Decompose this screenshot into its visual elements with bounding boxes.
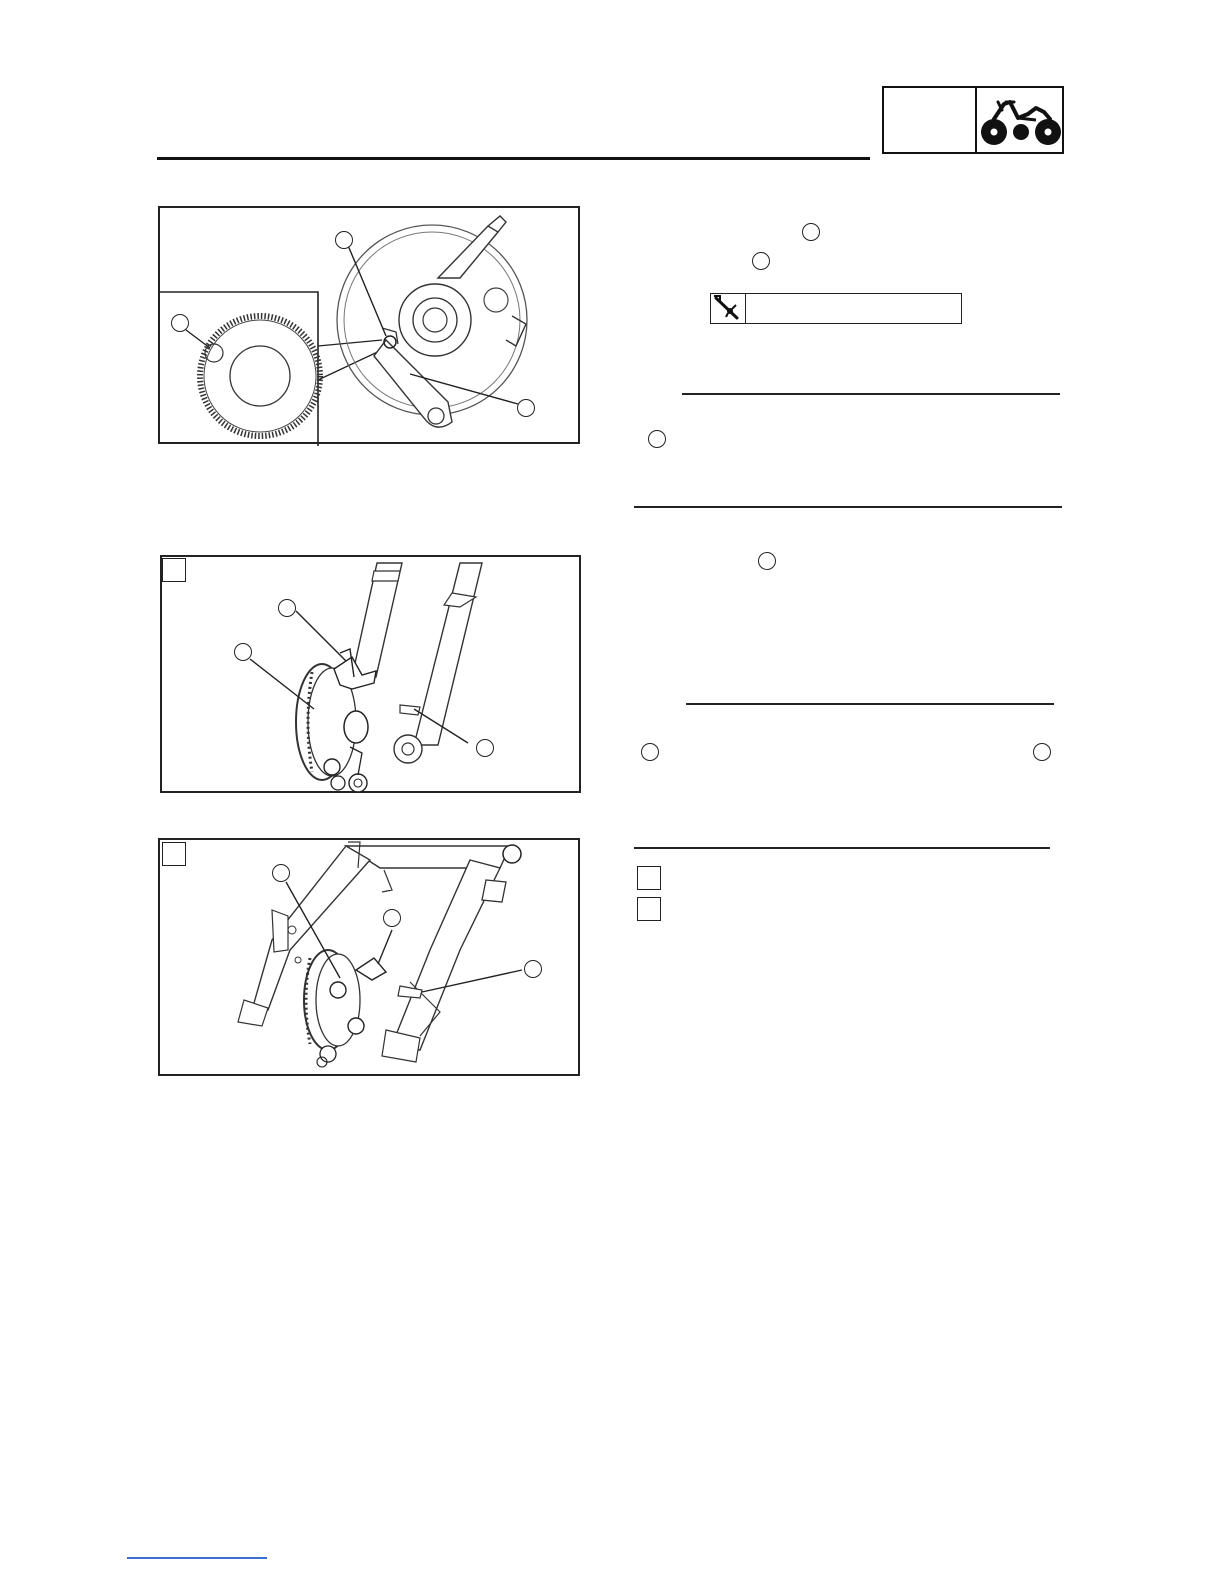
note-1-callout: [648, 430, 666, 448]
callout-3: [517, 399, 535, 417]
section-tab-divider: [975, 86, 977, 154]
variant-marker-a: [162, 558, 186, 582]
note-1-top-rule: [682, 393, 1060, 395]
figure-swingarm: [158, 838, 580, 1076]
torque-wrench-icon: [710, 293, 746, 324]
note-2-top-rule: [686, 703, 1054, 705]
step-callout-1: [802, 223, 820, 241]
callout-2: [234, 643, 252, 661]
callout-2: [383, 909, 401, 927]
note-2-callout-left: [641, 743, 659, 761]
step-callout-2: [752, 252, 770, 270]
note-2-bottom-rule: [634, 847, 1050, 849]
callout-3: [476, 739, 494, 757]
callout-1: [278, 599, 296, 617]
variant-marker-b: [162, 842, 186, 866]
figure-front-fork: [160, 555, 581, 793]
legend-marker-b: [637, 897, 661, 921]
callout-1: [272, 864, 290, 882]
header-rule: [157, 157, 870, 160]
torque-spec-box: [710, 293, 962, 324]
footer-link[interactable]: [127, 1557, 267, 1559]
step-callout-3: [758, 552, 776, 570]
callout-3: [524, 960, 542, 978]
atv-quad-icon: [978, 90, 1064, 152]
note-2-callout-right: [1033, 743, 1051, 761]
legend-marker-a: [637, 866, 661, 890]
note-1-bottom-rule: [634, 506, 1062, 508]
callout-2: [171, 314, 189, 332]
callout-1: [335, 231, 353, 249]
